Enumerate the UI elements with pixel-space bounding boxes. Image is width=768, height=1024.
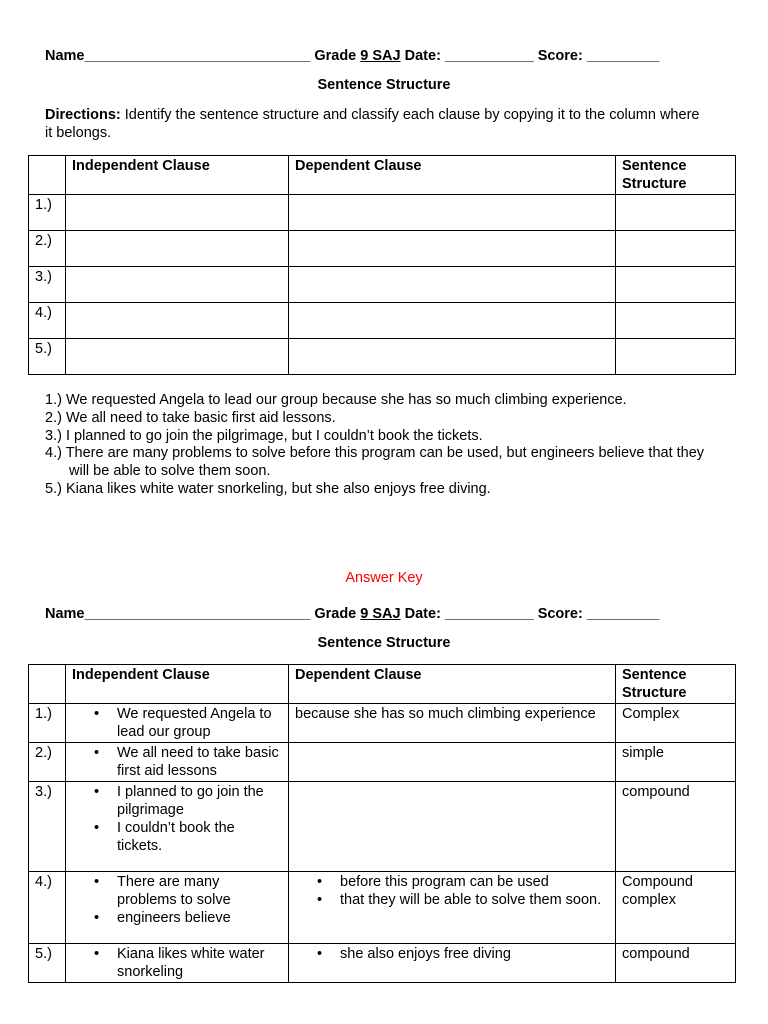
structure-cell[interactable] <box>616 303 736 339</box>
bullet-icon: • <box>317 874 323 890</box>
independent-cell <box>66 782 289 872</box>
list-item: • engineers believe <box>94 910 231 926</box>
row-number: 1.) <box>29 704 66 743</box>
structure-cell: Complex <box>616 704 736 743</box>
structure-cell[interactable] <box>616 267 736 303</box>
table-row <box>29 743 736 782</box>
list-item: • Kiana likes white water snorkeling <box>94 946 265 980</box>
grade-value: 9 SAJ <box>360 48 401 64</box>
table-row <box>29 339 736 375</box>
name-label: Name <box>45 48 85 64</box>
independent-cell <box>66 872 289 944</box>
dependent-cell[interactable] <box>289 231 616 267</box>
dependent-cell[interactable] <box>289 195 616 231</box>
sentence-item: 4.) There are many problems to solve before this program can be used, but engineers believe that they will be able to solve them soon. <box>45 445 705 480</box>
list-item: • before this program can be used <box>317 874 549 890</box>
dependent-cell <box>289 782 616 872</box>
table-row <box>29 267 736 303</box>
grade-label: Grade <box>314 606 357 622</box>
answer-header-line <box>45 605 725 623</box>
date-label: Date: <box>404 48 441 64</box>
column-header-dependent: Dependent Clause <box>289 156 616 195</box>
sentence-list <box>45 392 725 499</box>
dependent-cell[interactable] <box>289 303 616 339</box>
answer-key-table <box>28 664 736 983</box>
directions-text: Identify the sentence structure and classify each clause by copying it to the column where it belongs. <box>45 107 700 141</box>
header-line <box>45 47 725 65</box>
table-row <box>29 704 736 743</box>
bullet-icon: • <box>94 820 100 836</box>
table-row <box>29 195 736 231</box>
sentence-item: 1.) We requested Angela to lead our group because she has so much climbing experience. <box>45 392 627 408</box>
column-header-number <box>29 665 66 704</box>
dependent-cell: because she has so much climbing experience <box>289 704 616 743</box>
row-number: 4.) <box>29 303 66 339</box>
row-number: 5.) <box>29 944 66 983</box>
table-row <box>29 782 736 872</box>
worksheet-table <box>28 155 736 375</box>
structure-cell: compound <box>616 944 736 983</box>
list-item: • We requested Angela to lead our group <box>94 706 272 740</box>
independent-cell <box>66 944 289 983</box>
score-blank: _________ <box>586 606 660 622</box>
bullet-icon: • <box>317 946 323 962</box>
independent-cell[interactable] <box>66 303 289 339</box>
list-item: • I couldn’t book the tickets. <box>94 820 235 854</box>
row-number: 3.) <box>29 267 66 303</box>
score-label: Score: <box>537 606 583 622</box>
answer-key-label: Answer Key <box>345 570 423 586</box>
column-header-structure: Sentence Structure <box>616 156 736 195</box>
bullet-icon: • <box>94 910 100 926</box>
table-row <box>29 872 736 944</box>
structure-cell: Compound complex <box>616 872 736 944</box>
row-number: 3.) <box>29 782 66 872</box>
list-item: • that they will be able to solve them soon. <box>317 892 602 908</box>
independent-cell[interactable] <box>66 267 289 303</box>
list-item: • We all need to take basic first aid lessons <box>94 745 279 779</box>
dependent-cell[interactable] <box>289 339 616 375</box>
table-header-row <box>29 156 736 195</box>
directions-label: Directions: <box>45 107 121 123</box>
independent-cell[interactable] <box>66 231 289 267</box>
list-item: • she also enjoys free diving <box>317 946 511 962</box>
grade-label: Grade <box>314 48 357 64</box>
independent-cell <box>66 704 289 743</box>
date-blank: ___________ <box>444 606 534 622</box>
independent-cell[interactable] <box>66 195 289 231</box>
column-header-independent: Independent Clause <box>66 665 289 704</box>
table-row <box>29 303 736 339</box>
structure-cell[interactable] <box>616 231 736 267</box>
row-number: 4.) <box>29 872 66 944</box>
answer-page-title: Sentence Structure <box>317 635 451 651</box>
score-blank: _________ <box>586 48 660 64</box>
structure-cell[interactable] <box>616 195 736 231</box>
directions <box>45 106 705 142</box>
independent-cell <box>66 743 289 782</box>
structure-cell[interactable] <box>616 339 736 375</box>
name-label: Name <box>45 606 85 622</box>
dependent-cell[interactable] <box>289 267 616 303</box>
table-row <box>29 231 736 267</box>
row-number: 5.) <box>29 339 66 375</box>
column-header-dependent: Dependent Clause <box>289 665 616 704</box>
date-label: Date: <box>404 606 441 622</box>
table-row <box>29 944 736 983</box>
table-header-row <box>29 665 736 704</box>
row-number: 2.) <box>29 743 66 782</box>
column-header-independent: Independent Clause <box>66 156 289 195</box>
bullet-icon: • <box>94 784 100 800</box>
bullet-icon: • <box>94 745 100 761</box>
name-blank: ____________________________ <box>84 606 311 622</box>
column-header-number <box>29 156 66 195</box>
sentence-item: 3.) I planned to go join the pilgrimage, but I couldn’t book the tickets. <box>45 427 483 444</box>
grade-value: 9 SAJ <box>360 606 401 622</box>
column-header-structure: Sentence Structure <box>616 665 736 704</box>
row-number: 1.) <box>29 195 66 231</box>
dependent-cell <box>289 944 616 983</box>
page-title: Sentence Structure <box>317 77 451 93</box>
list-item: • I planned to go join the pilgrimage <box>94 784 264 818</box>
name-blank: ____________________________ <box>84 48 311 64</box>
score-label: Score: <box>537 48 583 64</box>
sentence-item: 5.) Kiana likes white water snorkeling, but she also enjoys free diving. <box>45 480 491 497</box>
bullet-icon: • <box>94 874 100 890</box>
sentence-item: 2.) We all need to take basic first aid lessons. <box>45 409 336 426</box>
bullet-icon: • <box>94 706 100 722</box>
date-blank: ___________ <box>444 48 534 64</box>
structure-cell: compound <box>616 782 736 872</box>
row-number: 2.) <box>29 231 66 267</box>
dependent-cell <box>289 743 616 782</box>
bullet-icon: • <box>317 892 323 908</box>
independent-cell[interactable] <box>66 339 289 375</box>
dependent-cell <box>289 872 616 944</box>
structure-cell: simple <box>616 743 736 782</box>
bullet-icon: • <box>94 946 100 962</box>
list-item: • There are many problems to solve <box>94 874 231 908</box>
